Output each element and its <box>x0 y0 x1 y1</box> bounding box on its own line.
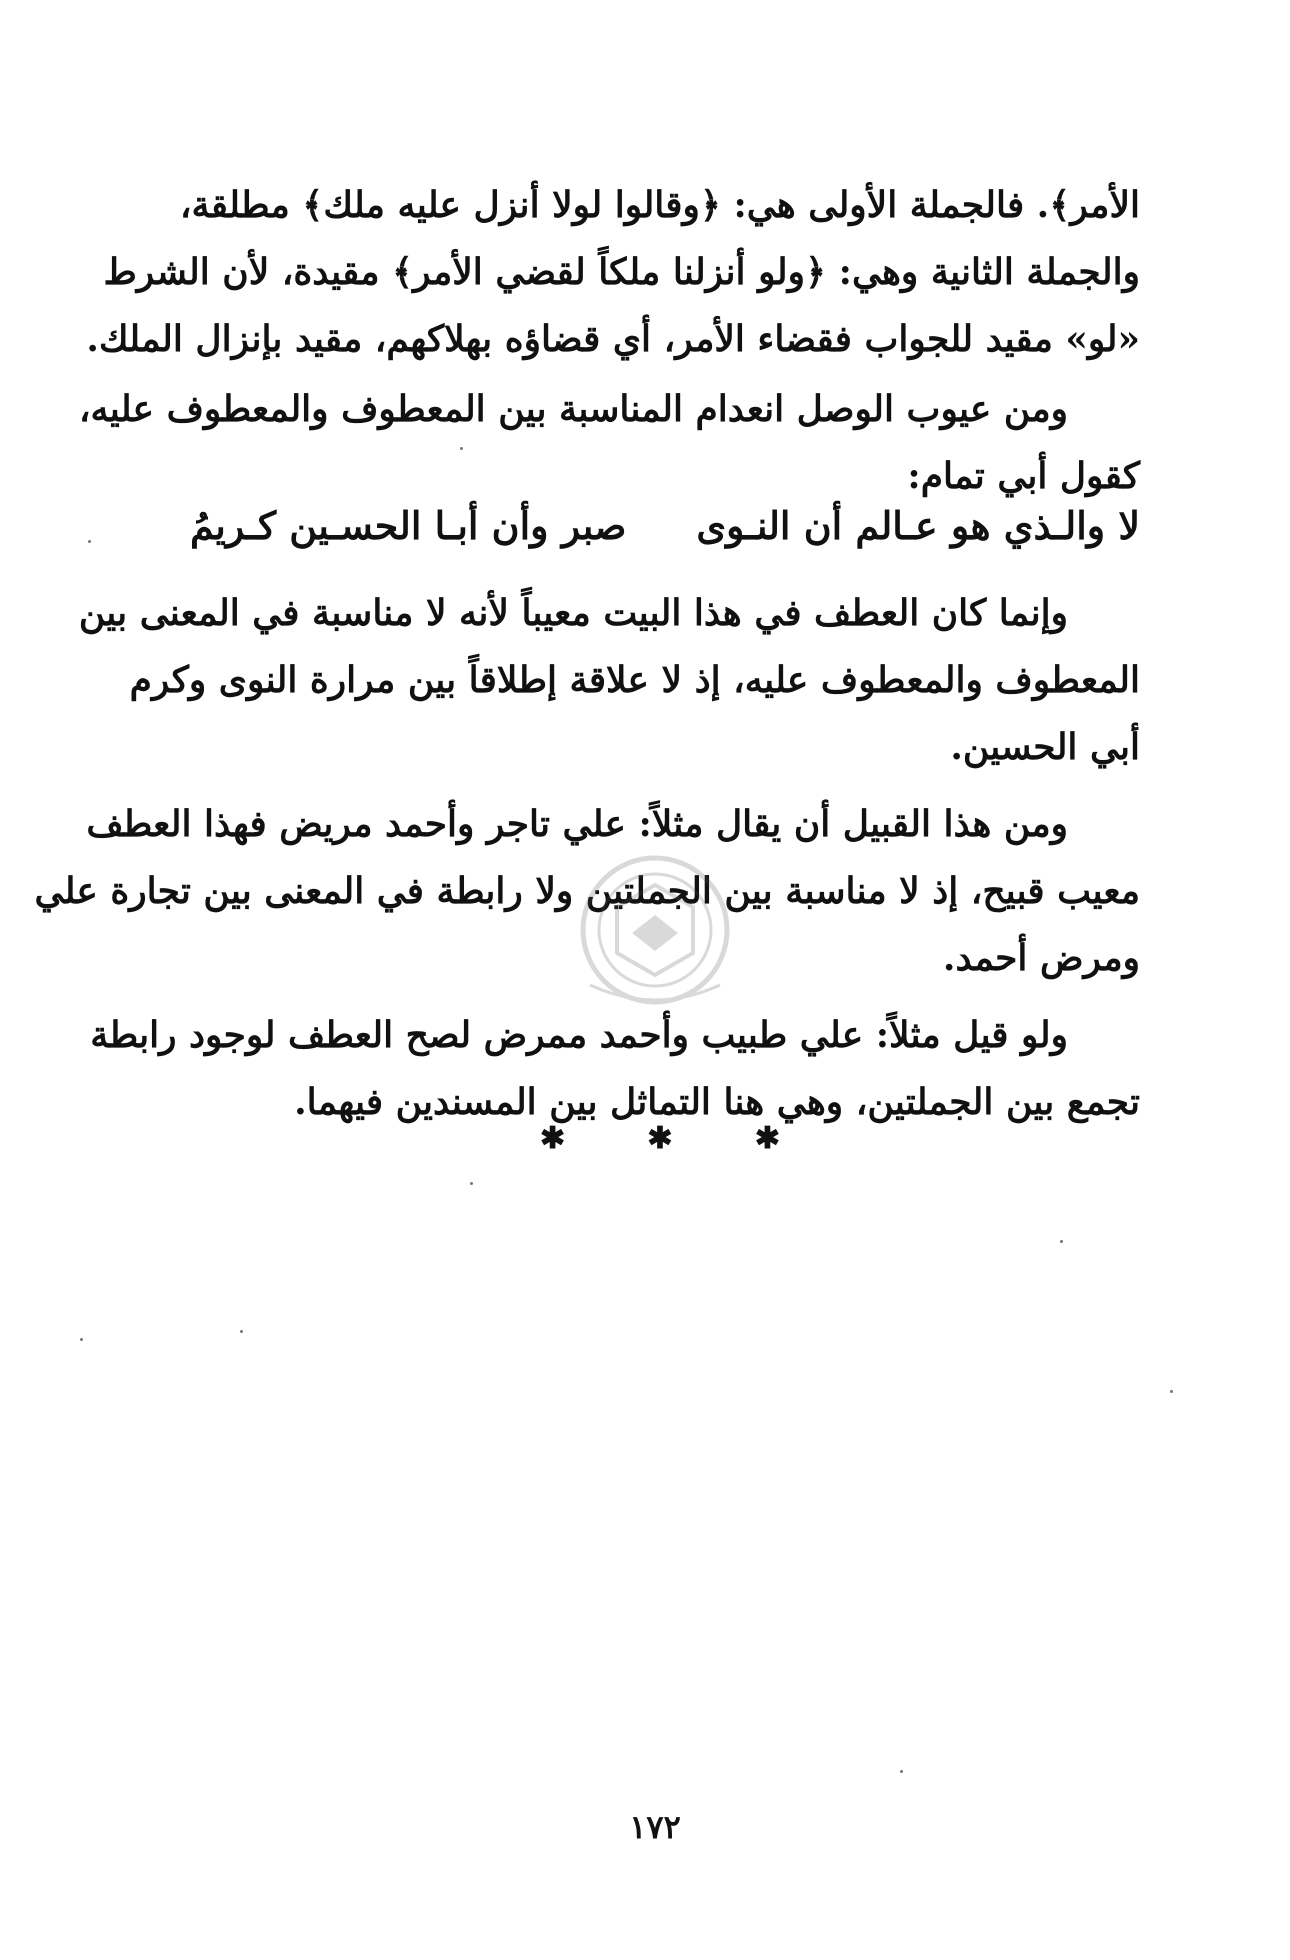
text-line: وإنما كان العطف في هذا البيت معيباً لأنه لا مناسبة في المعنى بين <box>78 592 1068 634</box>
section-separator <box>540 1118 780 1158</box>
text-line: ومرض أحمد. <box>942 937 1140 979</box>
text-line: ومن عيوب الوصل انعدام المناسبة بين المعطوف والمعطوف عليه، <box>78 388 1068 430</box>
scan-speck <box>460 447 463 450</box>
text-line: ولو قيل مثلاً: علي طبيب وأحمد ممرض لصح العطف لوجود رابطة <box>90 1014 1068 1056</box>
scan-speck <box>1060 1240 1063 1243</box>
separator-asterisk-icon: ✱ <box>754 1120 780 1156</box>
text-line: المعطوف والمعطوف عليه، إذ لا علاقة إطلاقاً بين مرارة النوى وكرم <box>129 659 1140 701</box>
text-line: والجملة الثانية وهي: ﴿ولو أنزلنا ملكاً لقضي الأمر﴾ مقيدة، لأن الشرط <box>103 251 1140 293</box>
separator-asterisk-icon: ✱ <box>540 1120 566 1156</box>
text-line: كقول أبي تمام: <box>907 455 1140 497</box>
poem-first-hemistich: لا والـذي هو عـالم أن النـوى <box>696 503 1140 548</box>
text-line: معيب قبيح، إذ لا مناسبة بين الجملتين ولا رابطة في المعنى بين تجارة علي <box>34 870 1140 912</box>
paragraph-1 <box>86 172 1140 373</box>
text-line: «لو» مقيد للجواب فقضاء الأمر، أي قضاؤه بهلاكهم، مقيد بإنزال الملك. <box>86 318 1140 360</box>
paragraph-2 <box>78 376 1140 510</box>
text-line: أبي الحسين. <box>950 726 1140 768</box>
scan-speck <box>900 1770 903 1773</box>
text-line: ومن هذا القبيل أن يقال مثلاً: علي تاجر وأحمد مريض فهذا العطف <box>86 803 1068 845</box>
scan-speck <box>88 540 91 543</box>
paragraph-3 <box>78 580 1140 781</box>
scan-speck <box>80 1338 83 1341</box>
scan-speck <box>240 1330 243 1333</box>
scan-speck <box>470 1182 473 1185</box>
separator-asterisk-icon: ✱ <box>647 1120 673 1156</box>
poem-second-hemistich: صبر وأن أبـا الحسـين كـريمُ <box>190 503 627 548</box>
text-line: الأمر﴾. فالجملة الأولى هي: ﴿وقالوا لولا أنزل عليه ملك﴾ مطلقة، <box>179 184 1140 226</box>
paragraph-5 <box>90 1002 1140 1136</box>
poem-verse <box>190 503 1140 573</box>
text-line: تجمع بين الجملتين، وهي هنا التماثل بين المسندين فيهما. <box>294 1081 1140 1123</box>
text-block-top <box>78 172 1140 510</box>
scan-speck <box>1170 1390 1173 1393</box>
watermark-seal-icon <box>570 845 740 1015</box>
page-number: ١٧٢ <box>629 1808 681 1846</box>
